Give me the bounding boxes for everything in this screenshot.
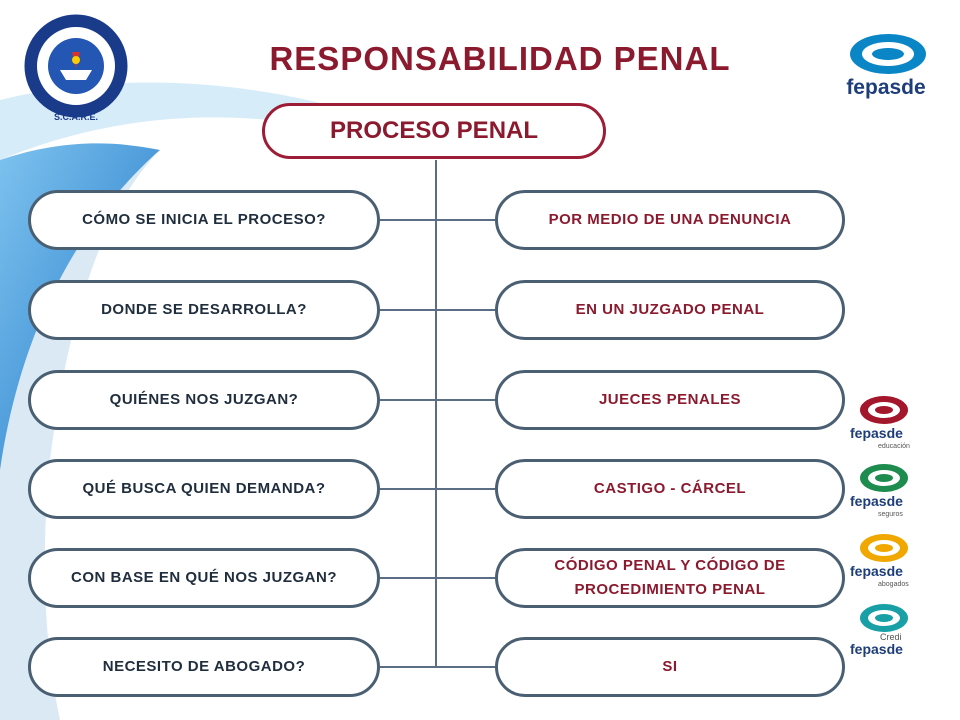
answer-pill: POR MEDIO DE UNA DENUNCIA — [495, 190, 845, 250]
logo-brand-text: fepasde — [850, 563, 903, 579]
row-connector — [380, 399, 495, 401]
answer-pill: SI — [495, 637, 845, 697]
seal-footer-text: S.C.A.R.E. — [53, 112, 99, 122]
row-connector — [380, 219, 495, 221]
row-connector — [380, 488, 495, 490]
page-title: RESPONSABILIDAD PENAL — [269, 40, 731, 77]
row-connector — [380, 666, 495, 668]
logo-sub-text: abogados — [878, 581, 909, 588]
fepasde-main-text: fepasde — [846, 76, 926, 99]
vertical-connector — [435, 160, 437, 667]
row-connector — [380, 577, 495, 579]
logo-sub-text: seguros — [878, 511, 903, 518]
question-pill: CÓMO SE INICIA EL PROCESO? — [28, 190, 380, 250]
answer-pill: CASTIGO - CÁRCEL — [495, 459, 845, 519]
fepasde-main-logo — [830, 30, 942, 102]
question-pill: QUÉ BUSCA QUIEN DEMANDA? — [28, 459, 380, 519]
answer-pill: JUECES PENALES — [495, 370, 845, 430]
row-connector — [380, 309, 495, 311]
logo-sub-text: Credi — [880, 632, 902, 642]
logo-brand-text: fepasde — [850, 425, 903, 441]
fepasde-educacin-logo — [848, 392, 912, 454]
logo-brand-text: fepasde — [850, 641, 903, 657]
fepasde-seguros-logo — [848, 460, 912, 522]
scare-seal-logo — [20, 10, 132, 122]
question-pill: DONDE SE DESARROLLA? — [28, 280, 380, 340]
answer-pill: EN UN JUZGADO PENAL — [495, 280, 845, 340]
logo-sub-text: educación — [878, 443, 910, 450]
question-pill: NECESITO DE ABOGADO? — [28, 637, 380, 697]
question-pill: QUIÉNES NOS JUZGAN? — [28, 370, 380, 430]
answer-pill: CÓDIGO PENAL Y CÓDIGO DE PROCEDIMIENTO PENAL — [495, 548, 845, 608]
logo-brand-text: fepasde — [850, 493, 903, 509]
fepasde-credi-logo — [848, 600, 912, 662]
header-pill: PROCESO PENAL — [262, 103, 606, 159]
question-pill: CON BASE EN QUÉ NOS JUZGAN? — [28, 548, 380, 608]
fepasde-abogados-logo — [848, 530, 912, 592]
